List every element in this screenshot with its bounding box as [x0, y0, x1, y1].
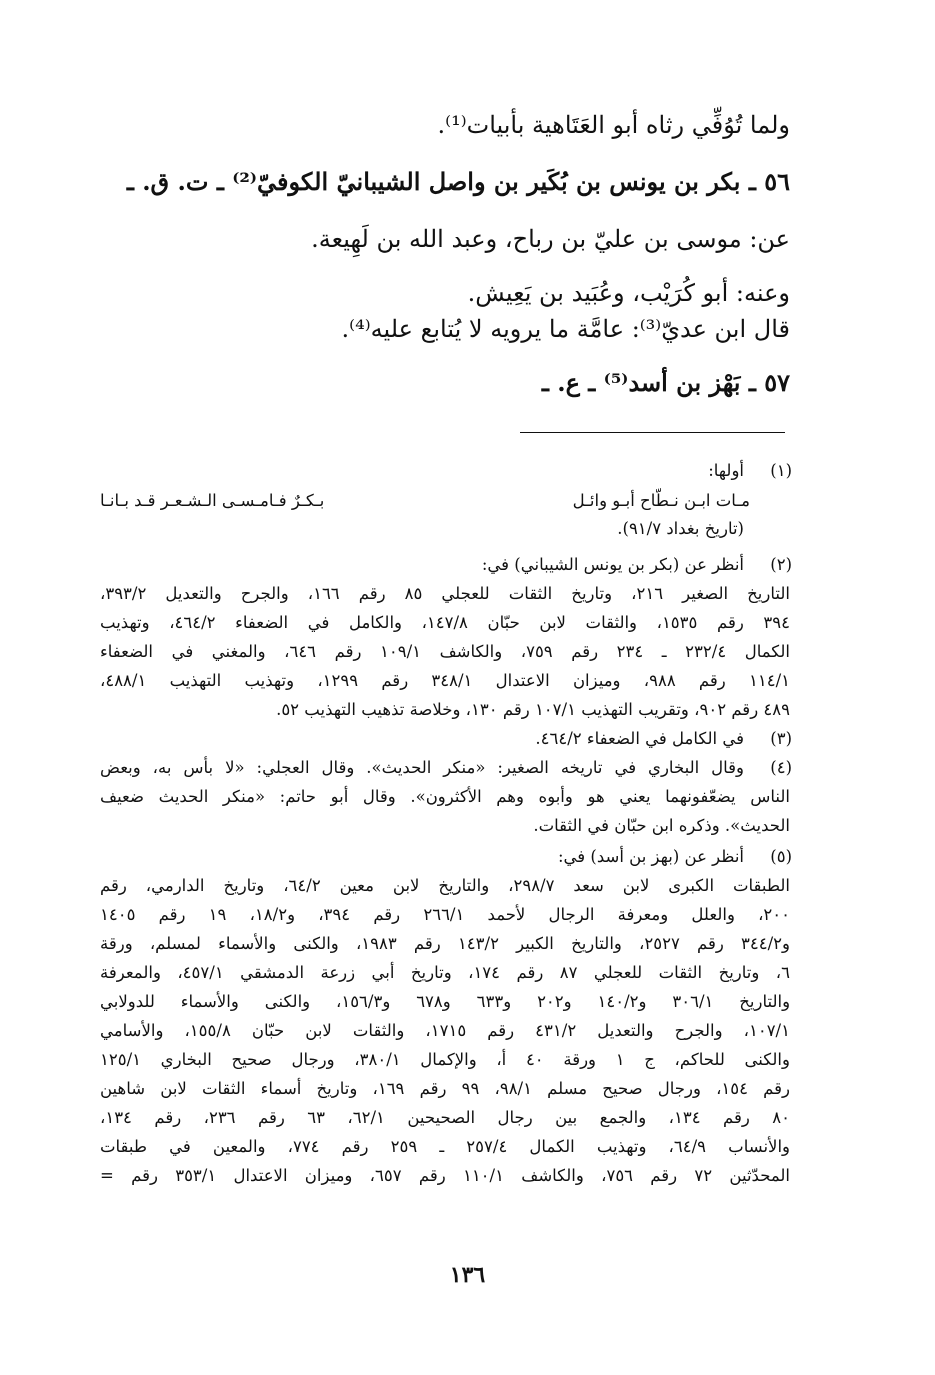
- verse-first-hemistich: مـات ابـن نـطّاح أبـو وائـل: [572, 491, 750, 510]
- footnote-5-intro: أنظر عن (بهز بن أسد) في:: [557, 847, 744, 866]
- footnote-1-title: أولها:: [708, 461, 744, 480]
- footnote-1: [100, 458, 790, 484]
- footnote-5-line: ٦، وتاريخ الثقات للعجلي ٨٧ رقم ١٧٤، وتاريخ أبي زرعة الدمشقي ٤٥٧/١، والمعرفة: [100, 963, 790, 982]
- footnote-5: [100, 844, 790, 870]
- source-text: (تاريخ بغداد ٩١/٧).: [617, 519, 744, 538]
- footnote-2-intro: أنظر عن (بكر بن يونس الشيباني) في:: [481, 555, 744, 574]
- footnote-4-line: الناس يضعّفونهما يعني هو وأبوه وهم الأكثرون». وقال أبو حاتم: «منكر الحديث ضعيف: [100, 787, 790, 806]
- footnote-2: [100, 552, 790, 578]
- footnote-5-line: رقم ١٥٤، ورجال صحيح مسلم ٩٨/١، ٩٩ رقم ١٦٩، وتاريخ أسماء الثقات لابن شاهين: [100, 1079, 790, 1098]
- ibn-adi-quote: قال ابن عديّ⁽³⁾: عامَّة ما يرويه لا يُتابع عليه⁽⁴⁾.: [341, 315, 790, 343]
- footnote-3: [100, 726, 790, 752]
- footnote-5-line: والتاريخ ٣٠٦/١ و١٤٠/٢ و٢٠٢ و٦٣٣ و٦٧٨ و١٥٦/٣، والكنى والأسماء للدولابي: [100, 992, 791, 1011]
- footnote-number: (٣): [770, 729, 792, 748]
- entry-57-heading: ٥٧ ـ بَهْز بن أسد⁽⁵⁾ ـ ع. ـ: [541, 368, 790, 397]
- footnote-5-line: ٢٠٠، والعلل ومعرفة الرجال لأحمد ٢٦٦/١ رقم ٣٩٤، و١٨/٢، ١٩ رقم ١٤٠٥: [100, 905, 791, 924]
- footnote-number: (٥): [770, 847, 792, 866]
- footnote-2-line: التاريخ الصغير ٢١٦، وتاريخ الثقات للعجلي ٨٥ رقم ١٦٦، والجرح والتعديل ٣٩٣/٢،: [100, 584, 790, 603]
- entry-56-heading: ٥٦ ـ بكر بن يونس بن بُكَير بن واصل الشيبانيّ الكوفيّ⁽²⁾ ـ ت. ق. ـ: [126, 167, 790, 196]
- footnote-2-line: ١١٤/١ رقم ٩٨٨، وميزان الاعتدال ٣٤٨/١ رقم ١٢٩٩، وتهذيب التهذيب ٤٨٨/١،: [100, 671, 791, 690]
- page-number: ١٣٦: [449, 1262, 486, 1288]
- footnote-number: (١): [770, 461, 792, 480]
- footnote-4-line: الحديث». وذكره ابن حبّان في الثقات.: [533, 816, 790, 835]
- footnote-2-line: الكمال ٢٣٢/٤ ـ ٢٣٤ رقم ٧٥٩، والكاشف ١٠٩/١ رقم ٦٤٦، والمغني في الضعفاء: [100, 642, 791, 661]
- footnote-5-line: و٣٤٤/٢ رقم ٢٥٢٧، والتاريخ الكبير ١٤٣/٢ رقم ١٩٨٣، والكنى والأسماء لمسلم، ورقة: [100, 934, 790, 953]
- footnote-5-line: والكنى للحاكم، ج ١ ورقة ٤٠ أ، والإكمال ٣٨٠/١، ورجال صحيح البخاري ١٢٥/١: [100, 1050, 790, 1069]
- footnote-separator: [520, 432, 785, 433]
- footnote-5-line: والأنساب ٦٤/٩، وتهذيب الكمال ٢٥٧/٤ ـ ٢٥٩ رقم ٧٧٤، والمعين في طبقات: [100, 1137, 790, 1156]
- footnote-4: [100, 755, 790, 781]
- footnote-number: (٤): [770, 758, 792, 777]
- footnote-5-line: الطبقات الكبرى لابن سعد ٢٩٨/٧، والتاريخ لابن معين ٦٤/٢، وتاريخ الدارمي، رقم: [100, 876, 790, 895]
- footnote-number: (٢): [770, 555, 792, 574]
- footnote-3-text: في الكامل في الضعفاء ٤٦٤/٢.: [535, 729, 744, 748]
- elegy-line: ولما تُوُفِّي رثاه أبو العَتَاهية بأبيات⁽¹⁾.: [437, 111, 790, 139]
- footnote-5-line: ٨٠ رقم ١٣٤، والجمع بين رجال الصحيحين ٦٢/١، ٦٣ رقم ٢٣٦، رقم ١٣٤،: [100, 1108, 791, 1127]
- footnote-1-source: [100, 516, 790, 542]
- footnote-2-line: ٣٩٤ رقم ١٥٣٥، والثقات لابن حبّان ١٤٧/٨، والكامل في الضعفاء ٤٦٤/٢، وتهذيب: [100, 613, 790, 632]
- verse-second-hemistich: بـكـرٌ فـامـسـى الـشـعـر قـد بـانـا: [100, 491, 325, 510]
- footnote-5-line: ١٠٧/١، والجرح والتعديل ٤٣١/٢ رقم ١٧١٥، والثقات لابن حبّان ١٥٥/٨، والأسامي: [100, 1021, 790, 1040]
- narrated-by-line: وعنه: أبو كُرَيْب، وعُبَيد بن يَعِيش.: [467, 279, 790, 307]
- narrated-from-line: عن: موسى بن عليّ بن رباح، وعبد الله بن لَهِيعة.: [311, 225, 790, 253]
- footnote-2-line: ٤٨٩ رقم ٩٠٢، وتقريب التهذيب ١٠٧/١ رقم ١٣٠، وخلاصة تذهيب التهذيب ٥٢.: [276, 700, 790, 719]
- footnote-5-line: المحدّثين ٧٢ رقم ٧٥٦، والكاشف ١١٠/١ رقم ٦٥٧، وميزان الاعتدال ٣٥٣/١ رقم =: [100, 1166, 791, 1185]
- footnote-4-line: وقال البخاري في تاريخه الصغير: «منكر الحديث». وقال العجلي: «لا بأس به، وبعض: [100, 758, 744, 777]
